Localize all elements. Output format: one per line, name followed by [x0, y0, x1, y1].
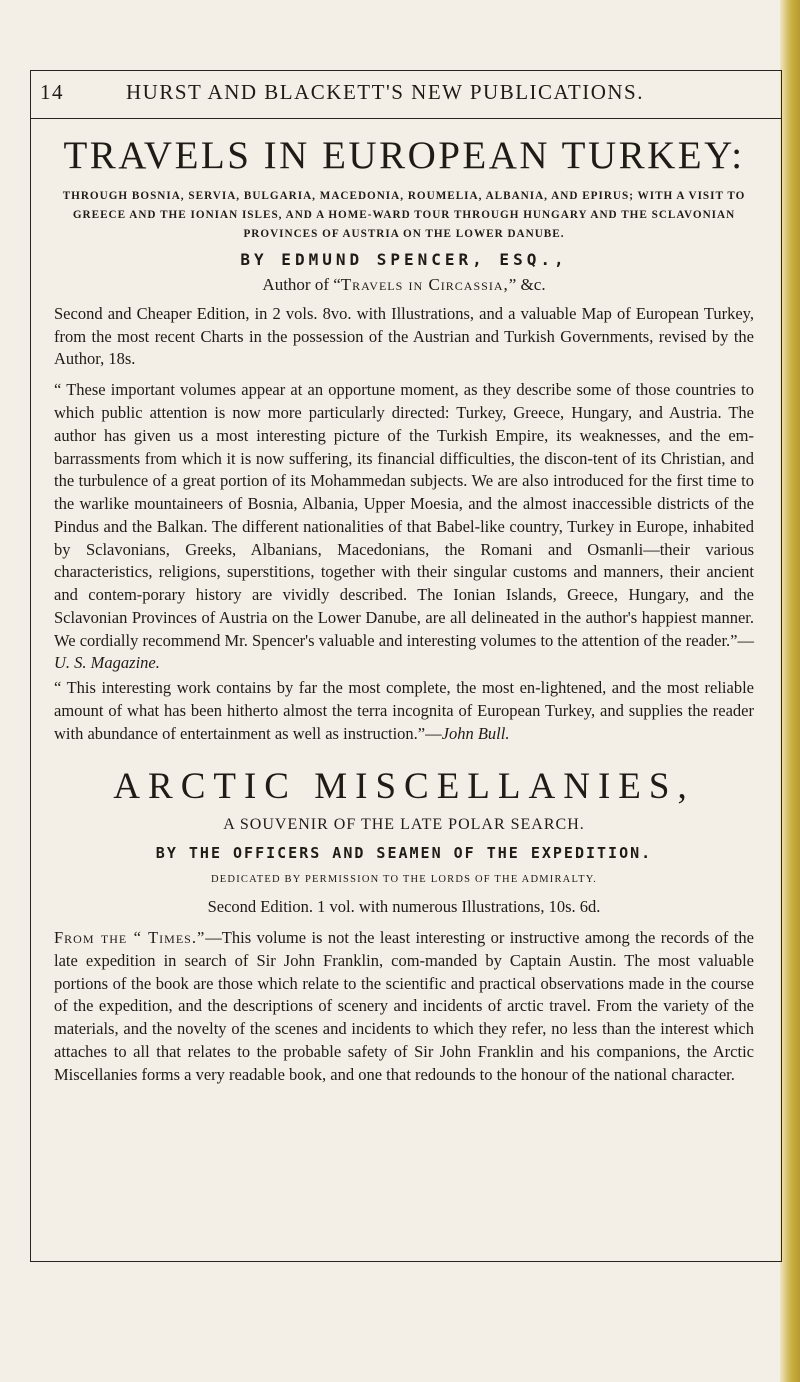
book-title: ARCTIC MISCELLANIES, — [113, 766, 695, 808]
author-credit-work: Travels in Circassia, — [340, 274, 509, 294]
page-content — [54, 128, 754, 1087]
dedication: DEDICATED BY PERMISSION TO THE LORDS OF THE ADMIRALTY. — [211, 874, 597, 886]
author-credit-prefix: Author of “ — [262, 274, 341, 294]
book-title: TRAVELS IN EUROPEAN TURKEY: — [63, 134, 745, 177]
running-title: HURST AND BLACKETT'S NEW PUBLICATIONS. — [126, 80, 644, 104]
page-number: 14 — [40, 80, 64, 104]
review-quote — [54, 927, 754, 1086]
book-subtitle: THROUGH BOSNIA, SERVIA, BULGARIA, MACEDONIA, ROUMELIA, ALBANIA, AND EPIRUS; WITH A VISIT TO GREECE AND THE IONIAN ISLES, AND A HOME-WARD TOUR THROUGH HUNGARY AND THE SCLAVONIAN PROVINCES OF AUSTRIA ON THE LOWER DANUBE. — [62, 189, 746, 240]
edition-note: Second and Cheaper Edition, in 2 vols. 8vo. with Illustrations, and a valuable Map of European Turkey, from the most recent Charts in the possession of the Austrian and Turkish Governments, revised by the Author, 18s. — [54, 303, 754, 369]
review-text: “ These important volumes appear at an opportune moment, as they describe some of those countries to which public attention is now more particularly directed: Turkey, Greece, Hungary, and Austria. The author has given us a most interesting picture of the Turkish Empire, its weaknesses, and the em-barrassments from which it is now suffering, its financial difficulties, the discon-tent of its Christian, and the turbulence of a great portion of its Mohammedan subjects. We are also introduced for the first time to the warlike mountaineers of Bosnia, Albania, Upper Moesia, and the almost inaccessible districts of the Pindus and the Balkan. The different nationalities of that Babel-like country, Turkey in Europe, inhabited by Sclavonians, Greeks, Albanians, Macedonians, the Romani and Osmanli—their various characteristics, religions, superstitions, together with their singular customs and manners, their ancient and contem-porary history are vividly described. The Ionian Islands, Greece, Hungary, and the Sclavonian Provinces of Austria on the Lower Danube, are all delineated in the author's happiest manner. We cordially recommend Mr. Spencer's valuable and interesting volumes to the attention of the reader.”— — [54, 380, 754, 650]
review-text: —This volume is not the least interesting or instructive among the records of the late expedition in search of Sir John Franklin, com-manded by Captain Austin. The most valuable portions of the book are those which relate to the scientific and practical observations made in the course of the expedition, and the descriptions of scenery and incidents of arctic travel. From the variety of the materials, and the novelty of the scenes and incidents to which they refer, no less than the interest which attaches to all that relates to the probable safety of Sir John Franklin and his companions, the Arctic Miscellanies forms a very readable book, and one that redounds to the honour of the national character. — [54, 928, 754, 1084]
author-credit-suffix: ” &c. — [508, 274, 546, 294]
review-source: U. S. Magazine. — [54, 653, 160, 673]
review-lead: From the “ Times.” — [54, 928, 206, 948]
review-source: John Bull. — [441, 723, 510, 743]
book-entry-arctic — [54, 767, 754, 1086]
author-byline: BY THE OFFICERS AND SEAMEN OF THE EXPEDITION. — [155, 844, 653, 863]
gilt-page-edge — [780, 0, 800, 1382]
header-rule — [30, 118, 782, 119]
book-subtitle: A SOUVENIR OF THE LATE POLAR SEARCH. — [223, 816, 585, 834]
edition-note: Second Edition. 1 vol. with numerous Illustrations, 10s. 6d. — [207, 897, 601, 917]
author-credit — [54, 275, 754, 295]
review-text: “ This interesting work contains by far the most complete, the most en-lightened, and the most reliable amount of what has been hitherto almost the terra incognita of European Turkey, and supplies the reader with abundance of entertainment as well as instruction.”— — [54, 678, 754, 743]
author-byline: BY EDMUND SPENCER, ESQ., — [240, 249, 568, 269]
book-entry-travels — [54, 134, 754, 745]
review-quote — [54, 379, 754, 675]
review-quote — [54, 677, 754, 745]
page-header — [40, 80, 770, 110]
